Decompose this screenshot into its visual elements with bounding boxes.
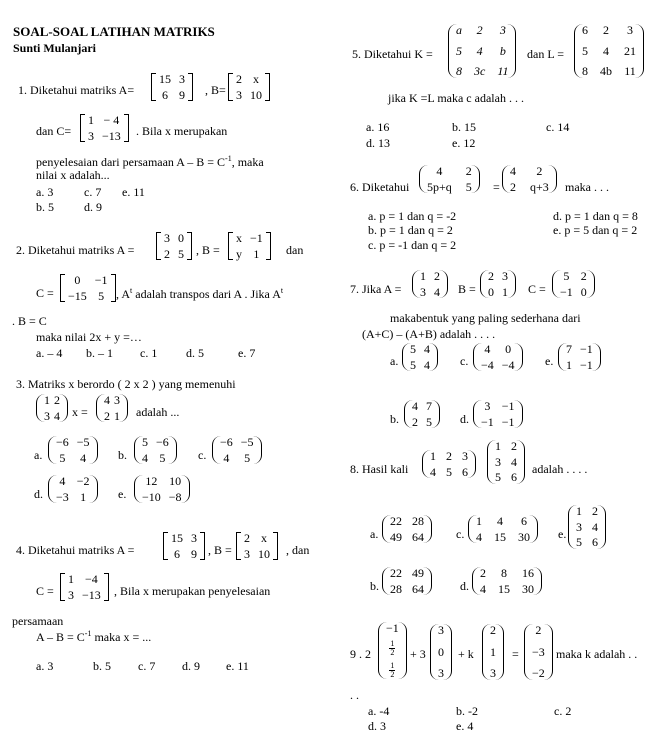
matrix-entry: 2 xyxy=(434,269,440,283)
q2-option-b: b. – 1 xyxy=(86,346,113,360)
q4-matrix-a xyxy=(163,532,205,560)
matrix-entry: 1 xyxy=(68,572,74,586)
matrix-entry: −3 xyxy=(56,489,69,504)
matrix-entry: −4 xyxy=(481,357,494,372)
q3-option-c-matrix xyxy=(212,436,262,464)
matrix-entry: 9 xyxy=(191,546,197,561)
q1-option-d: d. 9 xyxy=(84,200,102,214)
matrix-entry: 2 xyxy=(465,164,472,178)
matrix-entry: 3 xyxy=(576,519,582,534)
matrix-entry: 3 xyxy=(88,128,94,143)
matrix-entry: 2 xyxy=(476,23,483,37)
q9-option-a: a. -4 xyxy=(368,704,390,718)
matrix-entry: −1 xyxy=(250,231,263,245)
matrix-entry: 5 xyxy=(410,342,416,356)
matrix-entry: −1 xyxy=(501,414,515,429)
q8-option-c-matrix xyxy=(468,515,538,543)
author: Sunti Mulanjari xyxy=(13,41,97,55)
matrix-entry: 15 xyxy=(498,581,510,596)
matrix-entry: −4 xyxy=(85,572,98,586)
matrix-entry: −6 xyxy=(56,435,69,449)
matrix-entry: 0 xyxy=(580,284,587,299)
q1-option-a: a. 3 xyxy=(36,185,54,199)
q9-option-b: b. -2 xyxy=(456,704,478,718)
matrix-entry: 4 xyxy=(436,164,443,178)
matrix-entry: 4 xyxy=(424,342,430,356)
page-title: SOAL-SOAL LATIHAN MATRIKS xyxy=(13,24,215,39)
q5-option-e: e. 12 xyxy=(452,136,476,150)
matrix-entry: 5 xyxy=(465,179,472,194)
matrix-entry: −3 xyxy=(532,644,545,659)
matrix-entry: 4b xyxy=(600,64,612,79)
matrix-entry: 22 xyxy=(390,514,402,528)
matrix-entry: 4 xyxy=(480,581,486,596)
matrix-entry: 49 xyxy=(390,529,402,544)
matrix-entry: − 4 xyxy=(103,113,120,127)
matrix-entry: 3 xyxy=(191,531,197,545)
matrix-entry: 1 xyxy=(420,269,426,283)
matrix-entry: 2 xyxy=(536,164,543,178)
matrix-entry: 10 xyxy=(169,474,182,488)
matrix-entry: y xyxy=(236,246,242,261)
q5-matrix-l xyxy=(574,24,644,78)
matrix-entry: 3 xyxy=(164,231,170,245)
matrix-entry: 2 xyxy=(412,414,418,429)
q9-option-c: c. 2 xyxy=(554,704,572,718)
matrix-entry: b xyxy=(499,43,506,58)
matrix-entry: 10 xyxy=(258,546,270,561)
matrix-entry: 0 xyxy=(488,284,494,299)
matrix-entry: 7 xyxy=(566,342,572,356)
q3-matrix-1 xyxy=(36,394,68,422)
matrix-entry: 4 xyxy=(223,450,230,465)
matrix-entry: 2 xyxy=(511,439,517,453)
matrix-entry: 4 xyxy=(104,393,110,407)
matrix-entry: 15 xyxy=(171,531,183,545)
q2-matrix-a xyxy=(156,232,192,260)
matrix-entry: 5 xyxy=(456,43,462,58)
matrix-entry: 3 xyxy=(236,87,242,102)
q1-option-b: b. 5 xyxy=(36,200,54,214)
matrix-entry: 1 xyxy=(88,113,94,127)
matrix-entry: 4 xyxy=(510,164,516,178)
q6-matrix-2 xyxy=(502,165,557,193)
q4-matrix-c xyxy=(60,573,109,601)
matrix-entry: 3 xyxy=(502,269,508,283)
q7-option-c-matrix xyxy=(473,343,523,371)
matrix-entry: x xyxy=(236,231,242,245)
q5-matrix-k xyxy=(448,24,516,78)
matrix-entry: −13 xyxy=(82,587,101,602)
q6-option-c: c. p = -1 dan q = 2 xyxy=(368,238,457,252)
q4-option-a: a. 3 xyxy=(36,659,54,673)
q8-matrix-1 xyxy=(422,450,476,478)
q6-option-e: e. p = 5 dan q = 2 xyxy=(553,223,638,237)
matrix-entry: 16 xyxy=(522,566,534,580)
matrix-entry: 0 xyxy=(505,342,512,356)
matrix-entry: 8 xyxy=(582,64,588,79)
matrix-entry: $\frac{1}{2}$ xyxy=(390,660,395,679)
q9-option-d: d. 3 xyxy=(368,719,386,733)
matrix-entry: 2 xyxy=(603,23,609,37)
matrix-entry: −6 xyxy=(156,435,169,449)
matrix-entry: 5p+q xyxy=(427,179,452,194)
q9-vector-3 xyxy=(482,624,504,680)
matrix-entry: 5 xyxy=(244,450,251,465)
matrix-entry: 2 xyxy=(535,623,542,637)
matrix-entry: −1 xyxy=(580,342,593,356)
q5-option-b: b. 15 xyxy=(452,120,476,134)
matrix-entry: 4 xyxy=(592,519,598,534)
matrix-entry: 5 xyxy=(426,414,432,429)
matrix-entry: 10 xyxy=(250,87,262,102)
matrix-entry: 22 xyxy=(390,566,402,580)
matrix-entry: −1 xyxy=(560,284,573,299)
matrix-entry: 4 xyxy=(142,450,148,465)
matrix-entry: 1 xyxy=(253,246,260,261)
matrix-entry: 2 xyxy=(488,269,494,283)
matrix-entry: 12 xyxy=(145,474,158,488)
matrix-entry: 4 xyxy=(603,43,609,58)
matrix-entry: −10 xyxy=(142,489,161,504)
q4-option-e: e. 11 xyxy=(226,659,249,673)
q9-vector-4 xyxy=(524,624,553,680)
matrix-entry: 5 xyxy=(563,269,570,283)
matrix-entry: 1 xyxy=(114,408,120,423)
matrix-entry: 5 xyxy=(59,450,66,465)
matrix-entry: 2 xyxy=(510,179,516,194)
q8-option-e-matrix xyxy=(568,505,606,549)
matrix-entry: 3 xyxy=(438,623,444,637)
matrix-entry: −1 xyxy=(386,621,399,635)
q8-option-a-matrix xyxy=(382,515,432,543)
matrix-entry: 1 xyxy=(80,489,87,504)
q6-option-d: d. p = 1 dan q = 8 xyxy=(553,209,638,223)
matrix-entry: −5 xyxy=(240,435,254,449)
matrix-entry: 5 xyxy=(495,470,501,485)
matrix-entry: 4 xyxy=(476,43,483,58)
q7-option-d-matrix xyxy=(473,400,523,428)
matrix-entry: 1 xyxy=(576,504,582,518)
q2-option-e: e. 7 xyxy=(238,346,256,360)
matrix-entry: 3 xyxy=(495,454,501,469)
matrix-entry: 2 xyxy=(580,269,587,283)
matrix-entry: 5 xyxy=(159,450,166,465)
matrix-entry: 7 xyxy=(426,399,432,413)
matrix-entry: 2 xyxy=(164,246,170,261)
matrix-entry: 0 xyxy=(178,231,184,245)
matrix-entry: 49 xyxy=(412,566,424,580)
matrix-entry: −5 xyxy=(76,435,90,449)
matrix-entry: 3 xyxy=(244,546,250,561)
matrix-entry: 4 xyxy=(511,454,517,469)
matrix-entry: $\frac{1}{2}$ xyxy=(390,638,395,657)
matrix-entry: 4 xyxy=(80,450,87,465)
matrix-entry: 30 xyxy=(522,581,534,596)
matrix-entry: 2 xyxy=(236,72,242,86)
q2-option-a: a. – 4 xyxy=(36,346,63,360)
q6-option-b: b. p = 1 dan q = 2 xyxy=(368,223,453,237)
q5-option-c: c. 14 xyxy=(546,120,570,134)
q7-option-a-matrix xyxy=(402,343,438,371)
matrix-entry: 9 xyxy=(179,87,185,102)
matrix-entry: −15 xyxy=(68,288,87,303)
matrix-entry: 4 xyxy=(497,514,503,528)
matrix-entry: 4 xyxy=(434,284,440,299)
matrix-entry: 2 xyxy=(490,623,496,637)
matrix-entry: −1 xyxy=(580,357,593,372)
matrix-entry: a xyxy=(456,23,462,37)
matrix-entry: 8 xyxy=(501,566,507,580)
matrix-entry: 3 xyxy=(438,666,444,681)
matrix-entry: 6 xyxy=(162,87,168,102)
q7-option-e-matrix xyxy=(558,343,601,371)
matrix-entry: 5 xyxy=(576,535,582,550)
q1-prefix: 1. Diketahui matriks A= xyxy=(18,83,135,97)
matrix-entry: 4 xyxy=(484,342,491,356)
matrix-entry: 4 xyxy=(424,357,430,372)
matrix-entry: −13 xyxy=(102,128,121,143)
q4-option-b: b. 5 xyxy=(93,659,111,673)
q9-vector-2 xyxy=(430,624,452,680)
matrix-entry: 2 xyxy=(446,449,452,463)
q7-matrix-a xyxy=(412,270,448,298)
q1-matrix-c xyxy=(80,114,129,142)
matrix-entry: 6 xyxy=(592,535,598,550)
q8-matrix-2 xyxy=(487,440,525,484)
matrix-entry: −2 xyxy=(76,474,90,488)
matrix-entry: 5 xyxy=(178,246,184,261)
q3-matrix-2 xyxy=(96,394,128,422)
q6-matrix-1 xyxy=(419,165,480,193)
q7-matrix-b xyxy=(480,270,516,298)
matrix-entry: 4 xyxy=(430,464,436,479)
matrix-entry: q+3 xyxy=(530,179,549,194)
matrix-entry: 3 xyxy=(179,72,185,86)
matrix-entry: 6 xyxy=(462,464,468,479)
matrix-entry: 5 xyxy=(98,288,105,303)
q2-option-d: d. 5 xyxy=(186,346,204,360)
matrix-entry: 15 xyxy=(494,529,506,544)
matrix-entry: 5 xyxy=(446,464,452,479)
q2-matrix-c xyxy=(60,274,116,302)
matrix-entry: 4 xyxy=(59,474,66,488)
matrix-entry: 11 xyxy=(624,64,636,79)
matrix-entry: 3 xyxy=(420,284,426,299)
q1-matrix-b xyxy=(228,73,270,101)
matrix-entry: 1 xyxy=(566,357,572,372)
q1-option-c: c. 7 xyxy=(84,185,102,199)
q7-option-b-matrix xyxy=(404,400,440,428)
q4-option-c: c. 7 xyxy=(138,659,156,673)
matrix-entry: 64 xyxy=(412,529,424,544)
matrix-entry: 21 xyxy=(624,43,636,58)
matrix-entry: 6 xyxy=(174,546,180,561)
matrix-entry: 1 xyxy=(476,514,482,528)
matrix-entry: 28 xyxy=(390,581,402,596)
matrix-entry: 4 xyxy=(476,529,482,544)
q7-matrix-c xyxy=(552,270,595,298)
matrix-entry: 3 xyxy=(462,449,468,463)
matrix-entry: 8 xyxy=(456,64,462,79)
q6-option-a: a. p = 1 dan q = -2 xyxy=(368,209,457,223)
matrix-entry: 2 xyxy=(54,393,60,407)
matrix-entry: 1 xyxy=(490,644,496,659)
matrix-entry: x xyxy=(261,531,267,545)
matrix-entry: −6 xyxy=(220,435,233,449)
matrix-entry: 4 xyxy=(54,408,60,423)
matrix-entry: 3 xyxy=(627,23,633,37)
matrix-entry: 1 xyxy=(495,439,501,453)
matrix-entry: −4 xyxy=(501,357,515,372)
matrix-entry: 1 xyxy=(430,449,436,463)
matrix-entry: 2 xyxy=(104,408,110,423)
matrix-entry: 15 xyxy=(159,72,171,86)
matrix-entry: 11 xyxy=(497,64,509,79)
matrix-entry: 5 xyxy=(410,357,416,372)
matrix-entry: 6 xyxy=(521,514,527,528)
q3-option-b-matrix xyxy=(134,436,177,464)
q2-matrix-b xyxy=(228,232,271,260)
matrix-entry: 2 xyxy=(244,531,250,545)
q4-option-d: d. 9 xyxy=(182,659,200,673)
q5-option-d: d. 13 xyxy=(366,136,390,150)
q3-option-d-matrix xyxy=(48,475,98,503)
matrix-entry: 3c xyxy=(474,64,486,79)
q3-option-a-matrix xyxy=(48,436,98,464)
q4-matrix-b xyxy=(236,532,278,560)
matrix-entry: −1 xyxy=(94,273,108,287)
matrix-entry: 3 xyxy=(44,408,50,423)
matrix-entry: 1 xyxy=(502,284,508,299)
q9-vector-1 xyxy=(378,622,407,679)
matrix-entry: 6 xyxy=(511,470,517,485)
q9-option-e: e. 4 xyxy=(456,719,474,733)
matrix-entry: 3 xyxy=(490,666,496,681)
matrix-entry: 28 xyxy=(412,514,424,528)
matrix-entry: 3 xyxy=(68,587,74,602)
matrix-entry: −2 xyxy=(532,666,545,681)
q1-matrix-a xyxy=(151,73,193,101)
matrix-entry: −1 xyxy=(481,414,494,429)
matrix-entry: −8 xyxy=(168,489,182,504)
matrix-entry: 30 xyxy=(518,529,530,544)
matrix-entry: 6 xyxy=(582,23,588,37)
matrix-entry: 4 xyxy=(412,399,418,413)
q2-option-c: c. 1 xyxy=(140,346,158,360)
matrix-entry: 5 xyxy=(582,43,588,58)
q8-option-d-matrix xyxy=(472,567,542,595)
matrix-entry: 5 xyxy=(142,435,148,449)
matrix-entry: 3 xyxy=(114,393,120,407)
matrix-entry: 64 xyxy=(412,581,424,596)
matrix-entry: 0 xyxy=(74,273,81,287)
matrix-entry: −1 xyxy=(501,399,515,413)
matrix-entry: 2 xyxy=(592,504,598,518)
q3-option-e-matrix xyxy=(134,475,190,503)
matrix-entry: 1 xyxy=(44,393,50,407)
q5-option-a: a. 16 xyxy=(366,120,390,134)
q1-option-e: e. 11 xyxy=(122,185,145,199)
matrix-entry: 3 xyxy=(484,399,491,413)
matrix-entry: 2 xyxy=(480,566,486,580)
matrix-entry: x xyxy=(253,72,259,86)
q8-option-b-matrix xyxy=(382,567,432,595)
matrix-entry: 3 xyxy=(499,23,506,37)
matrix-entry: 0 xyxy=(438,644,444,659)
